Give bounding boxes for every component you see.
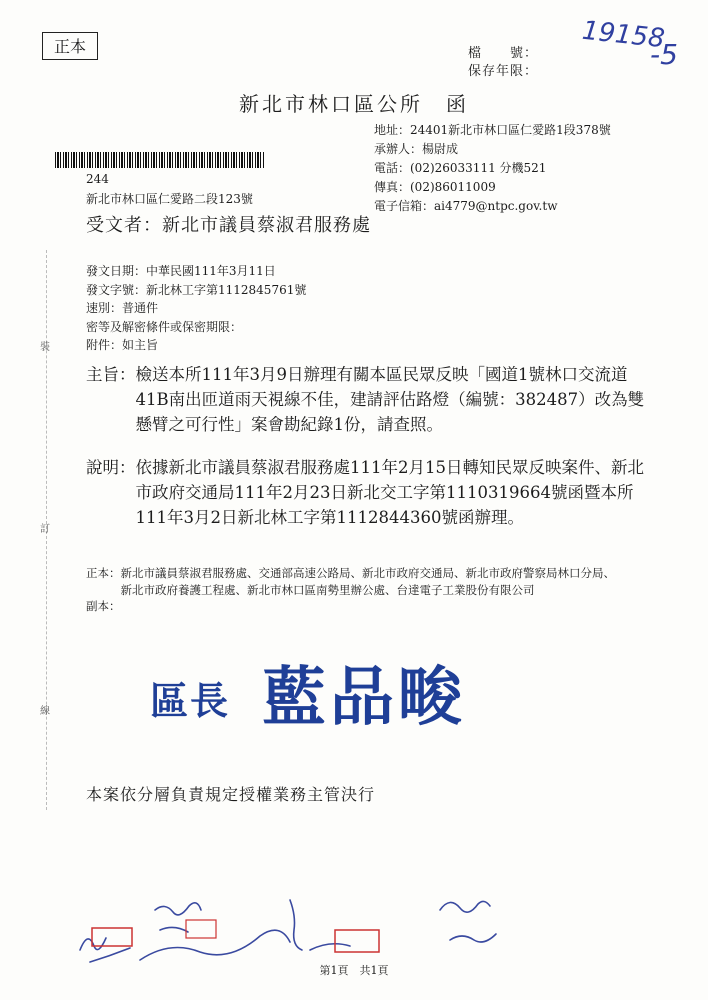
recipient: 受文者：新北市議員蔡淑君服務處 xyxy=(86,215,371,236)
sender-address: 地址：24401新北市林口區仁愛路1段378號 xyxy=(374,123,611,137)
delegation-note: 本案依分層負責規定授權業務主管決行 xyxy=(86,785,376,804)
handler-name: 承辦人：楊尉成 xyxy=(374,142,459,156)
subject-label: 主旨： xyxy=(86,365,136,384)
original-copy-recipients: 新北市議員蔡淑君服務處、交通部高速公路局、新北市政府交通局、新北市政府警察局林口分局、新北市政府養護工程處、新北市林口區南勢里辦公處、台達電子工業股份有限公司 xyxy=(120,566,615,597)
delivery-speed: 速別：普通件 xyxy=(86,301,159,315)
attachment-note: 附件：如主旨 xyxy=(86,338,159,352)
distribution-section xyxy=(86,565,621,615)
sender-title: 新北市林口區公所 函 xyxy=(239,92,469,116)
page-number: 第1頁 共1頁 xyxy=(319,964,389,977)
signature-name: 藍品畯 xyxy=(262,660,466,735)
reference-number: 發文字號：新北林工字第1112845761號 xyxy=(86,282,307,297)
fax-number: 傳真：(02)86011009 xyxy=(374,180,496,194)
subject-text: 檢送本所111年3月9日辦理有關本區民眾反映「國道1號林口交流道41B南出匝道雨天視線不佳，建請評估路燈（編號：382487）改為雙懸臂之可行性」案會勘紀錄1份，請查照。 xyxy=(135,365,645,434)
explanation-section xyxy=(86,455,656,530)
postal-barcode xyxy=(55,152,265,168)
signature-title: 區長 xyxy=(150,678,231,723)
explanation-text: 依據新北市議員蔡淑君服務處111年2月15日轉知民眾反映案件、新北市政府交通局111年2月23日新北交工字第1110319664號函暨本所111年3月2日新北林工字第1112844360號函辦理。 xyxy=(135,458,644,527)
retention-period-label: 保存年限： xyxy=(468,64,539,79)
secrecy-level: 密等及解密條件或保密期限： xyxy=(86,319,243,334)
recipient-zip: 244 xyxy=(86,172,109,186)
issue-date: 發文日期：中華民國111年3月11日 xyxy=(86,264,276,278)
binding-mark-zhuang: 裝 xyxy=(40,342,50,353)
original-copy-label: 正本： xyxy=(86,566,121,580)
subject-section xyxy=(86,362,656,437)
binding-mark-xian: 線 xyxy=(40,706,50,717)
explanation-label: 說明： xyxy=(86,458,136,477)
contact-block xyxy=(374,121,611,216)
handwritten-file-number: 19158 xyxy=(580,15,667,55)
binding-mark-ding: 訂 xyxy=(40,524,50,535)
document-type-label: 正本 xyxy=(42,32,98,60)
duplicate-copy-label: 副本： xyxy=(86,599,121,613)
handwritten-file-suffix: -5 xyxy=(650,38,678,71)
phone-number: 電話：(02)26033111 分機521 xyxy=(374,161,547,175)
email-address: 電子信箱：ai4779@ntpc.gov.tw xyxy=(374,199,558,213)
recipient-address: 新北市林口區仁愛路二段123號 xyxy=(86,192,253,206)
document-meta xyxy=(86,262,306,355)
handwritten-annotations xyxy=(60,890,700,970)
file-number-label: 檔 號： xyxy=(468,46,539,61)
